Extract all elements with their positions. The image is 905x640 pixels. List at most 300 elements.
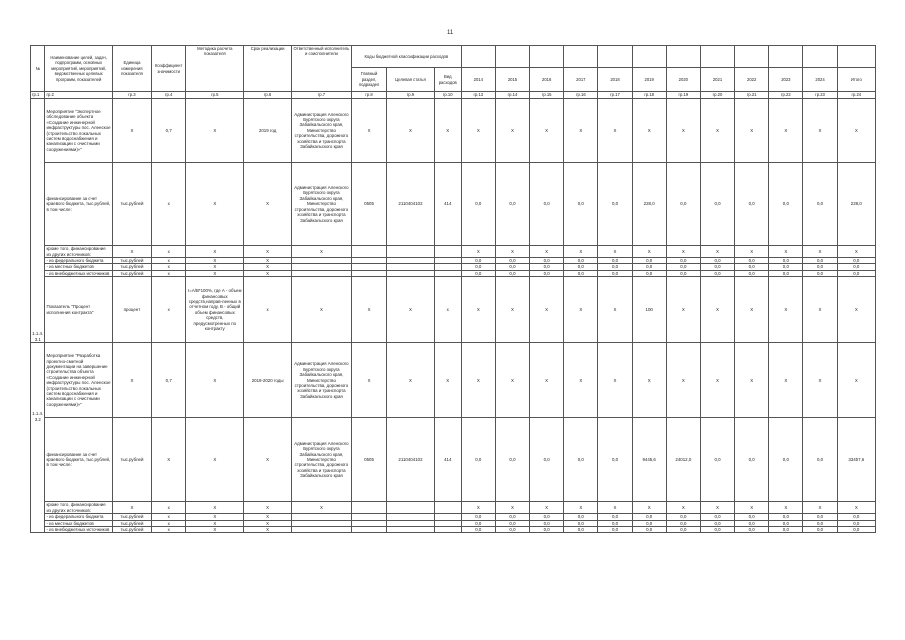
- cell-x: X: [769, 343, 803, 418]
- cell-x: X: [495, 99, 529, 163]
- year-value: 0,0: [700, 163, 734, 246]
- cell-x: X: [769, 502, 803, 514]
- cell-x: X: [186, 343, 244, 418]
- term: 2019-2020 годы: [244, 343, 292, 418]
- cell-x: X: [186, 264, 244, 270]
- cell-x: х: [152, 270, 186, 276]
- year-value: 0,0: [495, 520, 529, 526]
- year-value: 0,0: [564, 264, 598, 270]
- year-value: 0,0: [769, 527, 803, 533]
- year-value: 0,0: [735, 258, 769, 264]
- year-value: 0,0: [564, 270, 598, 276]
- total-value: 0,0: [837, 258, 875, 264]
- header-name: Наименование целей, задач, подпрограмм, основных мероприятий, мероприятий, ведомственных целевых программ, показателей: [45, 46, 112, 92]
- year-value: X: [666, 277, 700, 343]
- cell-x: X: [735, 99, 769, 163]
- year-value: 0,0: [666, 163, 700, 246]
- year-value: 0,0: [530, 527, 564, 533]
- total-value: 0,0: [837, 520, 875, 526]
- year-value: 0,0: [530, 163, 564, 246]
- year-value: 0,0: [495, 514, 529, 520]
- cell-x: X: [351, 99, 386, 163]
- cell-x: X: [112, 246, 151, 258]
- col-label: гр.14: [495, 92, 529, 99]
- cell-x: X: [244, 502, 292, 514]
- header-year: 2019: [632, 68, 666, 92]
- cell-x: X: [837, 502, 875, 514]
- year-value: 24012,0: [666, 418, 700, 502]
- year-value: 0,0: [598, 270, 632, 276]
- measure-row: [31, 343, 876, 418]
- header-row: [31, 46, 876, 68]
- cell-x: X: [186, 246, 244, 258]
- cell-x: X: [186, 258, 244, 264]
- year-value: 0,0: [564, 163, 598, 246]
- year-value: 0,0: [564, 418, 598, 502]
- cell-x: X: [837, 246, 875, 258]
- cell-x: X: [495, 246, 529, 258]
- cell-x: х: [152, 258, 186, 264]
- cell-x: X: [495, 502, 529, 514]
- cell-x: X: [244, 270, 292, 276]
- year-value: 0,0: [598, 163, 632, 246]
- cell-x: X: [632, 99, 666, 163]
- header-responsible: Ответственный исполнитель и соисполнители: [291, 46, 351, 92]
- financing-row: [31, 163, 876, 246]
- cell-x: X: [666, 246, 700, 258]
- header-unit: Единица измерения показателя: [112, 46, 151, 92]
- year-value: 0,0: [803, 514, 837, 520]
- year-value: 0,0: [803, 258, 837, 264]
- year-value: 0,0: [530, 520, 564, 526]
- unit: тыс.рублей: [112, 418, 151, 502]
- year-value: X: [769, 277, 803, 343]
- year-value: 0,0: [495, 258, 529, 264]
- cell-x: х: [152, 514, 186, 520]
- unit: тыс.рублей: [112, 527, 151, 533]
- year-value: 0,0: [530, 514, 564, 520]
- year-value: 0,0: [598, 514, 632, 520]
- cell-x: X: [564, 502, 598, 514]
- other-sources-row: [31, 246, 876, 258]
- header-exp-type: Вид расходов: [434, 68, 461, 92]
- year-value: X: [495, 277, 529, 343]
- responsible: Администрация Аленского Бурятского округа Забайкальского края, Министерство строительства, дорожного хозяйства и транспорта Забайкальского края: [291, 343, 351, 418]
- year-value: 0,0: [461, 264, 495, 270]
- cell-x: X: [803, 502, 837, 514]
- cell-x: X: [291, 246, 351, 258]
- cell-x: X: [803, 343, 837, 418]
- year-value: X: [530, 277, 564, 343]
- cell-x: X: [564, 343, 598, 418]
- year-value: 0,0: [700, 514, 734, 520]
- col-label: гр.23: [803, 92, 837, 99]
- responsible: Администрация Аленского Бурятского округа Забайкальского края, Министерство строительства, дорожного хозяйства и транспорта Забайкальского края: [291, 163, 351, 246]
- year-value: 0,0: [735, 514, 769, 520]
- year-value: 0,0: [564, 527, 598, 533]
- cell-x: X: [632, 343, 666, 418]
- year-value: 0,0: [769, 258, 803, 264]
- year-value: 0,0: [700, 264, 734, 270]
- cell-x: X: [112, 502, 151, 514]
- cell-x: X: [244, 514, 292, 520]
- year-value: 0,0: [495, 264, 529, 270]
- section-code: 0505: [351, 163, 386, 246]
- unit: тыс.рублей: [112, 520, 151, 526]
- year-value: 0,0: [461, 418, 495, 502]
- year-value: 0,0: [598, 258, 632, 264]
- term: 2019 год: [244, 99, 292, 163]
- year-value: 0,0: [632, 527, 666, 533]
- cell-x: X: [244, 520, 292, 526]
- target-item: 2110404102: [387, 163, 435, 246]
- header-year: 2022: [735, 68, 769, 92]
- year-value: 100: [632, 277, 666, 343]
- unit: тыс.рублей: [112, 264, 151, 270]
- source-label: - из федерального бюджета: [45, 514, 112, 520]
- col-label: гр.13: [461, 92, 495, 99]
- cell-x: X: [461, 246, 495, 258]
- total-value: 228,0: [837, 163, 875, 246]
- cell-x: X: [186, 520, 244, 526]
- year-value: X: [564, 277, 598, 343]
- financing-row: [31, 418, 876, 502]
- year-value: 0,0: [632, 258, 666, 264]
- year-value: X: [735, 277, 769, 343]
- year-value: X: [700, 277, 734, 343]
- cell-x: X: [666, 343, 700, 418]
- source-label: - из местных бюджетов: [45, 520, 112, 526]
- unit: процент: [112, 277, 151, 343]
- header-budget-codes: Коды бюджетной классификации расходов: [351, 46, 461, 68]
- col-label: гр.1: [31, 92, 45, 99]
- responsible: Администрация Аленского Бурятского округа Забайкальского края, Министерство строительства, дорожного хозяйства и транспорта Забайкальского края: [291, 418, 351, 502]
- year-value: 0,0: [495, 270, 529, 276]
- col-label: гр.2: [45, 92, 112, 99]
- cell-x: Х: [152, 418, 186, 502]
- year-value: 0,0: [461, 520, 495, 526]
- cell-x: X: [186, 527, 244, 533]
- col-label: гр.5: [186, 92, 244, 99]
- expense-type: 414: [434, 163, 461, 246]
- col-label: гр.10: [434, 92, 461, 99]
- column-label-row: [31, 92, 876, 99]
- header-year: 2020: [666, 68, 700, 92]
- cell-x: X: [387, 277, 435, 343]
- header-year: 2014: [461, 68, 495, 92]
- col-label: гр.18: [632, 92, 666, 99]
- year-value: X: [598, 277, 632, 343]
- target-item: 2110404102: [387, 418, 435, 502]
- col-label: гр.20: [700, 92, 734, 99]
- expense-type: 414: [434, 418, 461, 502]
- cell-x: X: [700, 502, 734, 514]
- cell-x: X: [291, 277, 351, 343]
- cell-x: X: [598, 246, 632, 258]
- year-value: 0,0: [735, 270, 769, 276]
- other-sources-label: кроме того, финансирование из других источников:: [45, 502, 112, 514]
- year-value: 0,0: [666, 258, 700, 264]
- header-year: 2015: [495, 68, 529, 92]
- year-value: 0,0: [735, 527, 769, 533]
- year-value: 9445,6: [632, 418, 666, 502]
- cell-x: X: [530, 502, 564, 514]
- year-value: 0,0: [769, 163, 803, 246]
- col-label: гр.24: [837, 92, 875, 99]
- year-value: 0,0: [530, 264, 564, 270]
- cell-x: X: [351, 343, 386, 418]
- responsible: Администрация Аленского Бурятского округа Забайкальского края, Министерство строительства, дорожного хозяйства и транспорта Забайкальского края: [291, 99, 351, 163]
- col-label: гр.3: [112, 92, 151, 99]
- year-value: X: [803, 277, 837, 343]
- cell-x: X: [837, 99, 875, 163]
- cell-x: х: [152, 277, 186, 343]
- calc-method: I=A/B*100%, где A - объем финансовых средств,направ-ленных в отчетном году, B - общий объем финансовых средств, предусмотренных по контракту: [186, 277, 244, 343]
- total-value: 0,0: [837, 514, 875, 520]
- year-value: 0,0: [598, 264, 632, 270]
- year-value: 0,0: [735, 264, 769, 270]
- cell-x: X: [186, 502, 244, 514]
- year-value: 0,0: [598, 520, 632, 526]
- year-value: 0,0: [666, 520, 700, 526]
- cell-x: X: [434, 99, 461, 163]
- col-label: гр.7: [291, 92, 351, 99]
- year-value: 0,0: [530, 418, 564, 502]
- cell-x: X: [244, 258, 292, 264]
- year-value: 0,0: [735, 520, 769, 526]
- cell-x: X: [112, 343, 151, 418]
- year-value: 0,0: [530, 258, 564, 264]
- year-value: 0,0: [461, 270, 495, 276]
- header-coef: Коэффициент значимости: [152, 46, 186, 92]
- cell-x: X: [769, 99, 803, 163]
- cell-x: X: [387, 343, 435, 418]
- year-value: 0,0: [666, 514, 700, 520]
- year-value: 0,0: [564, 514, 598, 520]
- coefficient: 0,7: [152, 99, 186, 163]
- col-label: гр.9: [387, 92, 435, 99]
- year-value: 0,0: [700, 270, 734, 276]
- header-year: 2023: [769, 68, 803, 92]
- cell-x: X: [461, 343, 495, 418]
- year-value: 0,0: [769, 264, 803, 270]
- year-value: 228,0: [632, 163, 666, 246]
- col-label: гр.21: [735, 92, 769, 99]
- year-value: 0,0: [666, 527, 700, 533]
- cell-x: X: [530, 246, 564, 258]
- cell-x: X: [632, 246, 666, 258]
- cell-x: х: [152, 163, 186, 246]
- header-year: 2021: [700, 68, 734, 92]
- year-value: 0,0: [632, 264, 666, 270]
- year-value: 0,0: [564, 520, 598, 526]
- unit: тыс.рублей: [112, 163, 151, 246]
- year-value: 0,0: [461, 527, 495, 533]
- cell-x: Х: [186, 418, 244, 502]
- cell-x: X: [598, 343, 632, 418]
- year-value: 0,0: [598, 418, 632, 502]
- year-value: 0,0: [803, 418, 837, 502]
- cell-x: X: [598, 99, 632, 163]
- year-value: X: [461, 277, 495, 343]
- year-value: 0,0: [530, 270, 564, 276]
- cell-x: х: [152, 527, 186, 533]
- cell-x: х: [152, 502, 186, 514]
- year-value: 0,0: [803, 264, 837, 270]
- col-label: гр.19: [666, 92, 700, 99]
- year-value: 0,0: [632, 270, 666, 276]
- header-total: Итого: [837, 68, 875, 92]
- page-number: 11: [447, 30, 454, 36]
- year-value: 0,0: [803, 163, 837, 246]
- col-label: гр.6: [244, 92, 292, 99]
- cell-x: X: [769, 246, 803, 258]
- cell-x: X: [735, 246, 769, 258]
- year-value: 0,0: [666, 264, 700, 270]
- cell-x: X: [632, 502, 666, 514]
- cell-x: X: [387, 99, 435, 163]
- year-value: 0,0: [735, 418, 769, 502]
- cell-x: X: [244, 527, 292, 533]
- cell-x: X: [244, 264, 292, 270]
- cell-x: X: [700, 99, 734, 163]
- year-value: 0,0: [461, 258, 495, 264]
- cell-x: X: [803, 246, 837, 258]
- year-value: 0,0: [461, 163, 495, 246]
- year-value: 0,0: [735, 163, 769, 246]
- year-value: 0,0: [769, 514, 803, 520]
- financing-label: финансирование за счет краевого бюджета, тыс.рублей, в том числе:: [45, 163, 112, 246]
- year-value: 0,0: [495, 527, 529, 533]
- cell-x: X: [700, 246, 734, 258]
- year-value: 0,0: [769, 418, 803, 502]
- header-num: №: [31, 46, 45, 92]
- source-label: - из местных бюджетов: [45, 264, 112, 270]
- year-value: 0,0: [564, 258, 598, 264]
- cell-x: X: [186, 514, 244, 520]
- cell-x: X: [598, 502, 632, 514]
- year-value: 0,0: [700, 258, 734, 264]
- indicator-row: [31, 277, 876, 343]
- cell-x: X: [186, 163, 244, 246]
- total-value: 33457,6: [837, 418, 875, 502]
- measure-row: [31, 99, 876, 163]
- total-value: 0,0: [837, 527, 875, 533]
- year-value: 0,0: [803, 270, 837, 276]
- other-sources-row: [31, 502, 876, 514]
- unit: тыс.рублей: [112, 270, 151, 276]
- cell-x: X: [291, 502, 351, 514]
- header-term: Срок реализации: [244, 46, 292, 92]
- source-label: - из внебюджетных источников: [45, 527, 112, 533]
- year-value: 0,0: [632, 520, 666, 526]
- year-value: 0,0: [632, 514, 666, 520]
- year-value: 0,0: [495, 418, 529, 502]
- col-label: гр.16: [564, 92, 598, 99]
- row-code: 1.1.4.3.1: [31, 99, 45, 343]
- cell-x: X: [564, 99, 598, 163]
- year-value: 0,0: [598, 527, 632, 533]
- total-value: X: [837, 277, 875, 343]
- cell-x: X: [351, 277, 386, 343]
- budget-table: [30, 45, 876, 533]
- cell-x: х: [152, 264, 186, 270]
- total-value: 0,0: [837, 270, 875, 276]
- col-label: гр.8: [351, 92, 386, 99]
- indicator-name: Показатель "Процент исполнения контракта": [45, 277, 112, 343]
- cell-x: X: [530, 343, 564, 418]
- header-year: 2024: [803, 68, 837, 92]
- extrabudget-row: [31, 527, 876, 533]
- cell-x: X: [461, 99, 495, 163]
- col-label: гр.4: [152, 92, 186, 99]
- year-value: 0,0: [803, 527, 837, 533]
- year-value: 0,0: [495, 163, 529, 246]
- measure-name: Мероприятие "Разработка проектно-сметной документации на завершение строительства объекта «Создание инженерной инфраструктуры пос. Аленское (строительство локальных систем водоснабжения и канализации с очистными сооружениями)»": [45, 343, 112, 418]
- source-label: - из внебюджетных источников: [45, 270, 112, 276]
- cell-x: X: [666, 502, 700, 514]
- cell-x: X: [244, 246, 292, 258]
- year-value: 0,0: [461, 514, 495, 520]
- source-label: - из федерального бюджета: [45, 258, 112, 264]
- year-value: 0,0: [700, 527, 734, 533]
- cell-x: Х: [244, 418, 292, 502]
- total-value: 0,0: [837, 264, 875, 270]
- cell-x: X: [495, 343, 529, 418]
- year-value: 0,0: [803, 520, 837, 526]
- unit: тыс.рублей: [112, 258, 151, 264]
- cell-x: X: [666, 99, 700, 163]
- header-year: 2018: [598, 68, 632, 92]
- financing-label: финансирование за счет краевого бюджета, тыс.рублей, в том числе:: [45, 418, 112, 502]
- unit: тыс.рублей: [112, 514, 151, 520]
- cell-x: X: [186, 99, 244, 163]
- other-sources-label: кроме того, финансирование из других источников:: [45, 246, 112, 258]
- header-method: Методика расчета показателя: [186, 46, 244, 92]
- year-value: 0,0: [700, 520, 734, 526]
- cell-x: X: [461, 502, 495, 514]
- year-value: 0,0: [769, 520, 803, 526]
- cell-x: X: [186, 270, 244, 276]
- cell-x: х: [152, 520, 186, 526]
- cell-x: х: [152, 246, 186, 258]
- cell-x: X: [434, 343, 461, 418]
- row-code: 1.1.4.3.2: [31, 343, 45, 533]
- cell-x: X: [803, 99, 837, 163]
- section-code: 0505: [351, 418, 386, 502]
- cell-x: X: [112, 99, 151, 163]
- cell-x: X: [735, 502, 769, 514]
- cell-x: х: [244, 277, 292, 343]
- header-year: 2016: [530, 68, 564, 92]
- header-gr-ch: Главный раздел, подраздел: [351, 68, 386, 92]
- cell-x: х: [434, 277, 461, 343]
- coefficient: 0,7: [152, 343, 186, 418]
- header-year: 2017: [564, 68, 598, 92]
- col-label: гр.17: [598, 92, 632, 99]
- header-target-item: Целевая статья: [387, 68, 435, 92]
- cell-x: X: [530, 99, 564, 163]
- cell-x: X: [244, 163, 292, 246]
- measure-name: Мероприятие "Экспертное обследование объекта «Создание инженерной инфраструктуры пос. Аленское (строительство локальных систем водоснабжения и канализации с очистными сооружениями)»": [45, 99, 112, 163]
- year-value: 0,0: [666, 270, 700, 276]
- col-label: гр.15: [530, 92, 564, 99]
- col-label: гр.22: [769, 92, 803, 99]
- cell-x: X: [837, 343, 875, 418]
- year-value: 0,0: [769, 270, 803, 276]
- year-value: 0,0: [700, 418, 734, 502]
- cell-x: X: [735, 343, 769, 418]
